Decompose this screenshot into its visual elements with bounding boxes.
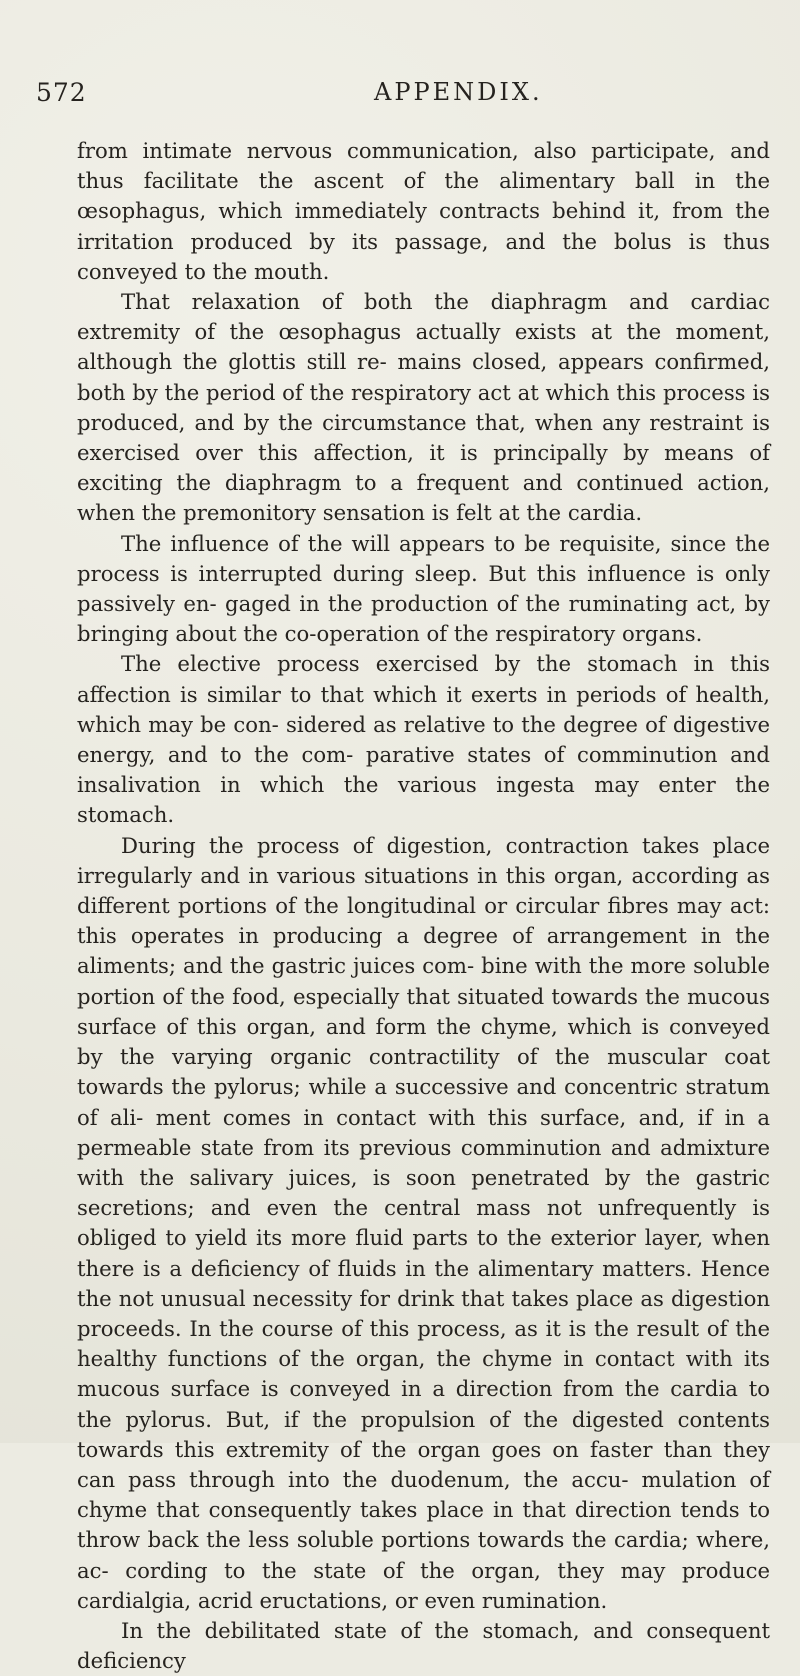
paragraph-3: The influence of the will appears to be requisite, since the process is interrupted during sleep. But this influence is only passively en- gaged in the production of the ruminating act, by bringing about the co-operation of the respiratory organs. [77, 530, 770, 647]
paragraph-5: During the process of digestion, contraction takes place irregularly and in various situations in this organ, according as different portions of the longitudinal or circular fibres may act: this operates in producing a degree of arrangement in the aliments; and the gastric juices com- bine with the more soluble portion of the food, especially that situated towards the mucous surface of this organ, and form the chyme, which is conveyed by the varying organic contractility of the muscular coat towards the pylorus; while a successive and concentric stratum of ali- ment comes in contact with this surface, and, if in a permeable state from its previous comminution and admixture with the salivary juices, is soon penetrated by the gastric secretions; and even the central mass not unfrequently is obliged to yield its more fluid parts to the exterior layer, when there is a deficiency of fluids in the alimentary matters. Hence the not unusual necessity for drink that takes place as digestion proceeds. In the course of this process, as it is the result of the healthy functions of the organ, the chyme in contact with its mucous surface is conveyed in a direction from the cardia to the pylorus. But, if the propulsion of the digested contents towards this extremity of the organ goes on faster than they can pass through into the duodenum, the accu- mulation of chyme that consequently takes place in that direction tends to throw back the less soluble portions towards the cardia; where, ac- cording to the state of the organ, they may produce cardialgia, acrid eructations, or even rumination. [77, 832, 770, 1613]
header-title: APPENDIX. [374, 78, 543, 106]
page-number: 572 [36, 78, 87, 107]
paragraph-6: In the debilitated state of the stomach, and consequent deficiency [77, 1617, 770, 1674]
paragraph-4: The elective process exercised by the stomach in this affection is similar to that which it exerts in periods of health, which may be con- sidered as relative to the degree of digestive energy, and to the com- parative states of comminution and insalivation in which the various ingesta may enter the stomach. [77, 651, 770, 828]
body-text [77, 136, 770, 1676]
paragraph-2: That relaxation of both the diaphragm and cardiac extremity of the œsophagus actually exists at the moment, although the glottis still re- mains closed, appears confirmed, both by the period of the respiratory act at which this process is produced, and by the circumstance that, when any restraint is exercised over this affection, it is principally by means of exciting the diaphragm to a frequent and continued action, when the premonitory sensation is felt at the cardia. [77, 289, 770, 526]
paragraph-1: from intimate nervous communication, also participate, and thus facilitate the ascent of the alimentary ball in the œsophagus, which immediately contracts behind it, from the irritation produced by its passage, and the bolus is thus conveyed to the mouth. [77, 138, 770, 284]
running-head [36, 78, 776, 112]
